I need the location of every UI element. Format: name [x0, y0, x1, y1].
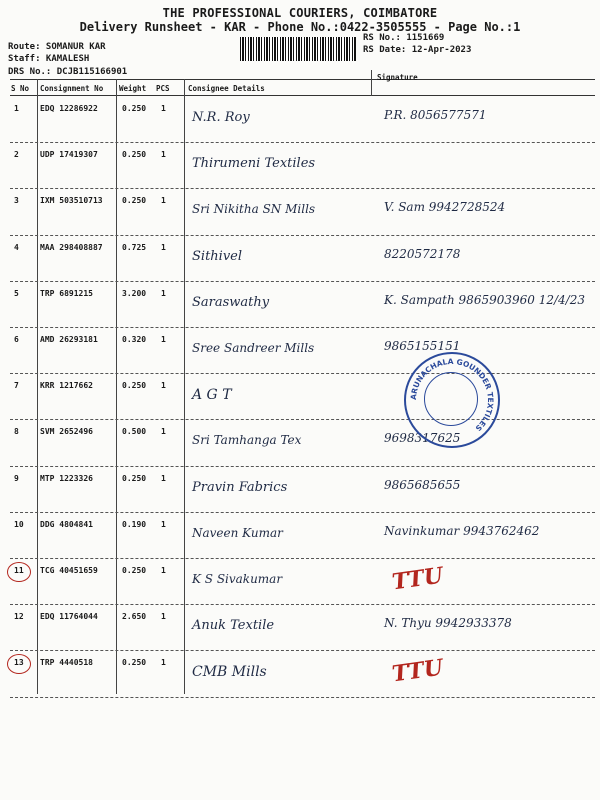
col-header-signature: Signature	[377, 73, 418, 82]
row-consignment-no: KRR 1217662	[40, 381, 93, 391]
row-sno: 12	[14, 612, 24, 622]
row-weight: 0.320	[122, 335, 147, 344]
svg-text:ARUNACHALA GOUNDER TEXTILES	[409, 357, 495, 433]
row-separator	[10, 466, 595, 467]
row-sno: 3	[14, 196, 19, 206]
row-sno: 2	[14, 150, 19, 160]
col-divider-consignment	[116, 79, 117, 694]
row-consignee: N.R. Roy	[192, 110, 250, 125]
row-consignee: A G T	[192, 387, 232, 404]
row-consignment-no: MAA 298408887	[40, 242, 103, 252]
row-sno: 4	[14, 242, 19, 252]
row-consignment-no: SVM 2652496	[40, 427, 93, 437]
row-pcs: 1	[161, 104, 166, 113]
row-pcs: 1	[161, 335, 166, 344]
stamp-text: ARUNACHALA GOUNDER TEXTILES	[408, 356, 496, 433]
row-separator	[10, 419, 595, 420]
row-weight: 0.500	[122, 427, 147, 437]
row-consignee: CMB Mills	[192, 664, 267, 681]
row-weight: 0.190	[122, 519, 147, 529]
company-title: THE PROFESSIONAL COURIERS, COIMBATORE	[162, 6, 438, 20]
row-signature: N. Thyu 9942933378	[384, 616, 512, 631]
row-separator	[10, 512, 595, 513]
row-weight: 0.250	[122, 196, 147, 206]
row-consignment-no: AMD 26293181	[40, 335, 98, 344]
row-weight: 3.200	[122, 288, 147, 298]
row-consignee: Pravin Fabrics	[192, 479, 288, 495]
row-sno: 9	[14, 473, 19, 483]
row-flag-circle	[7, 654, 31, 674]
col-divider-signature	[371, 70, 372, 96]
row-pcs: 1	[161, 473, 166, 483]
row-pcs: 1	[161, 519, 166, 529]
row-sno: 6	[14, 335, 19, 344]
row-consignee: K S Sivakumar	[192, 572, 283, 586]
col-divider-pcs	[184, 79, 185, 694]
row-separator	[10, 281, 595, 282]
row-signature: P.R. 8056577571	[384, 108, 487, 122]
row-separator	[10, 558, 595, 559]
row-signature: 9865685655	[384, 477, 461, 492]
rs-date: RS Date: 12-Apr-2023	[363, 45, 472, 55]
row-pcs: 1	[161, 242, 166, 252]
row-signature: Navinkumar 9943762462	[384, 523, 540, 538]
col-header-weight: Weight	[119, 84, 147, 93]
row-consignment-no: TRP 4440518	[40, 658, 93, 668]
row-sno: 8	[14, 427, 19, 437]
row-separator	[10, 142, 595, 143]
row-consignment-no: IXM 503510713	[40, 196, 103, 206]
row-separator	[10, 604, 595, 605]
row-consignee: Sree Sandreer Mills	[192, 341, 315, 355]
row-consignee: Thirumeni Textiles	[192, 156, 316, 172]
col-header-consignee: Consignee Details	[188, 84, 265, 93]
row-ttu-mark: TTU	[390, 562, 445, 596]
row-signature: V. Sam 9942728524	[384, 200, 506, 215]
barcode	[240, 37, 356, 61]
row-separator	[10, 650, 595, 651]
row-consignee: Sri Tamhanga Tex	[192, 433, 302, 448]
row-ttu-mark: TTU	[390, 654, 445, 688]
row-consignment-no: DDG 4804841	[40, 519, 93, 529]
col-header-consignment: Consignment No	[40, 84, 104, 93]
row-consignment-no: TRP 6891215	[40, 288, 93, 298]
row-consignee: Naveen Kumar	[192, 525, 283, 540]
drs-number: DRS No.: DCJB115166901	[8, 67, 128, 77]
row-sno: 11	[14, 566, 24, 575]
row-pcs: 1	[161, 612, 166, 622]
row-pcs: 1	[161, 658, 166, 668]
row-consignment-no: UDP 17419307	[40, 150, 98, 160]
row-pcs: 1	[161, 196, 166, 206]
row-signature: 9865155151	[384, 339, 461, 353]
row-sno: 5	[14, 288, 19, 298]
col-header-sno: S No	[11, 84, 30, 93]
row-weight: 0.250	[122, 150, 147, 160]
row-signature: 9698317625	[384, 431, 461, 446]
row-pcs: 1	[161, 381, 166, 391]
row-sno: 13	[14, 658, 24, 668]
row-separator	[10, 235, 595, 236]
row-sno: 10	[14, 519, 24, 529]
row-flag-circle	[7, 562, 31, 582]
row-consignment-no: EDQ 11764044	[40, 612, 98, 622]
row-sno: 1	[14, 104, 19, 113]
row-weight: 2.650	[122, 612, 147, 622]
runsheet-subtitle: Delivery Runsheet - KAR - Phone No.:0422-3505555 - Page No.:1	[79, 20, 521, 34]
row-consignee: Sithivel	[192, 248, 243, 264]
row-consignee: Saraswathy	[192, 294, 270, 310]
route-label: Route: SOMANUR KAR	[8, 42, 106, 52]
header-top-rule	[10, 79, 595, 80]
staff-label: Staff: KAMALESH	[8, 54, 90, 64]
row-weight: 0.725	[122, 242, 147, 252]
row-consignee: Anuk Textile	[192, 618, 275, 634]
row-consignment-no: TCG 40451659	[40, 566, 98, 575]
row-separator	[10, 327, 595, 328]
row-pcs: 1	[161, 150, 166, 160]
company-stamp	[404, 352, 500, 448]
stamp-text-ring	[406, 354, 498, 446]
row-weight: 0.250	[122, 658, 147, 668]
row-signature: K. Sampath 9865903960 12/4/23	[384, 292, 585, 307]
row-consignment-no: EDQ 12286922	[40, 104, 98, 113]
row-weight: 0.250	[122, 566, 147, 575]
header-bottom-rule	[10, 95, 595, 96]
col-divider-sno	[37, 79, 38, 694]
row-separator	[10, 188, 595, 189]
row-consignment-no: MTP 1223326	[40, 473, 93, 483]
row-pcs: 1	[161, 427, 166, 437]
row-signature: 8220572178	[384, 246, 461, 261]
row-weight: 0.250	[122, 104, 147, 113]
row-sno: 7	[14, 381, 19, 391]
row-pcs: 1	[161, 566, 166, 575]
col-header-pcs: PCS	[156, 84, 170, 93]
row-separator	[10, 373, 595, 374]
row-weight: 0.250	[122, 473, 147, 483]
row-separator	[10, 697, 595, 698]
row-pcs: 1	[161, 288, 166, 298]
rs-number: RS No.: 1151669	[363, 33, 445, 43]
row-weight: 0.250	[122, 381, 147, 391]
row-consignee: Sri Nikitha SN Mills	[192, 202, 316, 217]
